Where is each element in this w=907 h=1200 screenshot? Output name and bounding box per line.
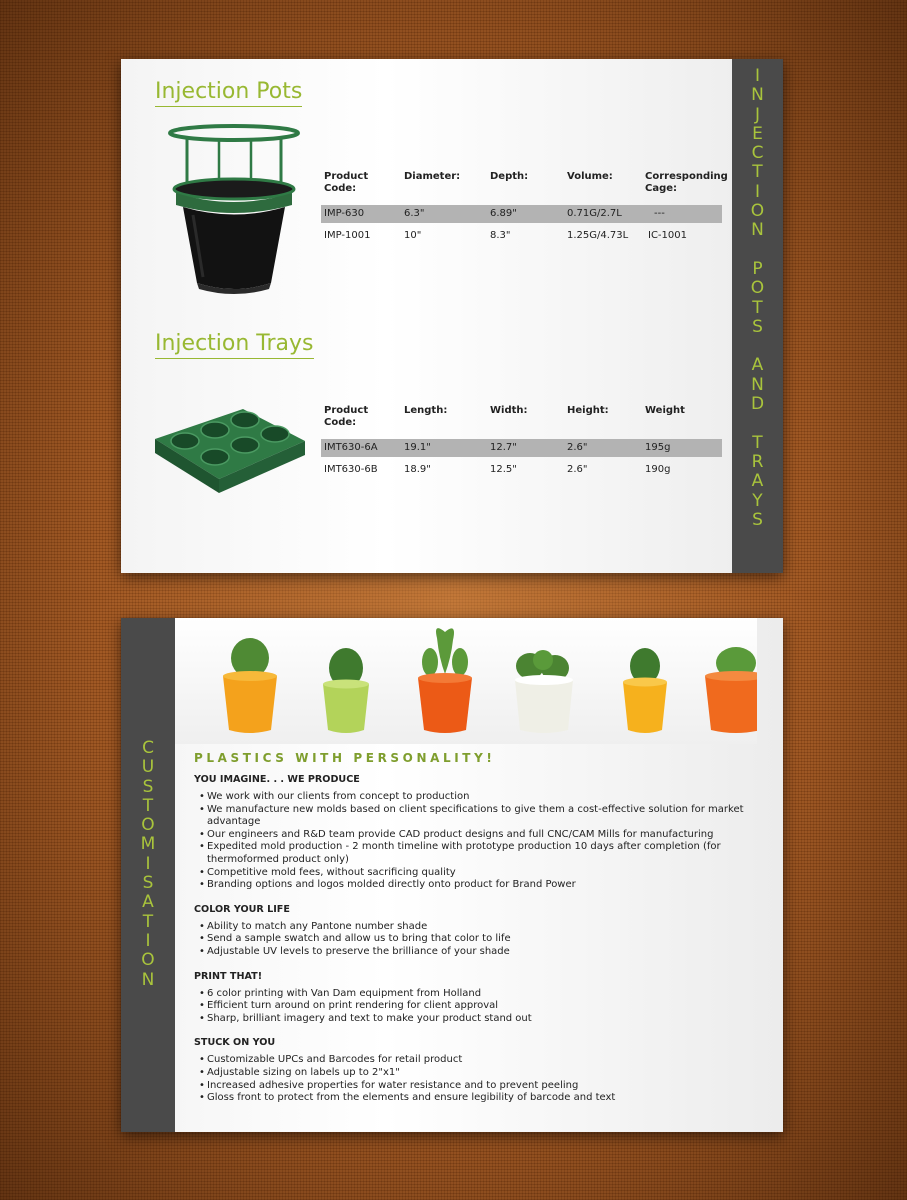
band-top-letter: N (751, 85, 764, 106)
list-item: • Customizable UPCs and Barcodes for retail product (194, 1054, 754, 1067)
list-item: • Expedited mold production - 2 month timeline with prototype production 10 days after completion (for thermoformed product only) (194, 841, 754, 866)
cell: 190g (645, 464, 671, 475)
cell: 2.6" (567, 464, 588, 475)
cactus-1 (223, 638, 277, 733)
band-bottom-letter: U (141, 757, 155, 778)
injection-trays-title: Injection Trays (155, 331, 314, 359)
pots-table (321, 171, 728, 245)
list-item: • Our engineers and R&D team provide CAD product designs and full CNC/CAM Mills for manufacturing (194, 829, 754, 842)
band-bottom-letter: T (142, 911, 154, 932)
band-top-letter: T (752, 432, 763, 453)
header-volume: Volume: (567, 171, 613, 182)
bullet-list (194, 791, 754, 892)
cactus-5 (623, 648, 667, 733)
cell: 18.9" (404, 464, 431, 475)
band-top-letter: A (751, 355, 764, 376)
table-row (321, 205, 722, 223)
cell: 8.3" (490, 230, 511, 241)
section-heading: YOU IMAGINE. . . WE PRODUCE (194, 774, 360, 785)
band-top-letter: D (750, 394, 765, 415)
list-item: • Increased adhesive properties for water resistance and to prevent peeling (194, 1080, 754, 1093)
band-top-letter: O (750, 201, 765, 222)
sections (194, 774, 754, 1105)
band-bottom-letter: I (145, 930, 151, 951)
header-width: Width: (490, 405, 528, 416)
cell: 1.25G/4.73L (567, 230, 629, 241)
table-row (321, 461, 722, 479)
injection-tray-image (145, 403, 313, 495)
list-item: • We work with our clients from concept to production (194, 791, 754, 804)
band-bottom-letter: C (142, 738, 154, 758)
trays-table-header (321, 405, 722, 435)
cell: --- (654, 208, 665, 219)
bullet-list (194, 1054, 754, 1104)
customisation-page (121, 618, 783, 1132)
trays-table (321, 405, 722, 479)
injection-pot-image (163, 123, 305, 299)
band-top-letter: T (752, 162, 763, 183)
header-depth: Depth: (490, 171, 529, 182)
header-diameter: Diameter: (404, 171, 461, 182)
list-item: • 6 color printing with Van Dam equipment from Holland (194, 988, 754, 1001)
band-top-letter: S (752, 509, 763, 530)
band-bottom-letter: O (141, 950, 155, 971)
band-top-letter: Y (752, 490, 763, 511)
cactus-6 (705, 647, 757, 733)
list-item: • Adjustable UV levels to preserve the brilliance of your shade (194, 946, 754, 959)
table-row (321, 227, 722, 245)
cacti-image (175, 618, 757, 744)
list-item: • Gloss front to protect from the elements and ensure legibility of barcode and text (194, 1092, 754, 1105)
band-bottom-letter: T (142, 795, 154, 816)
cacti-photo-strip (175, 618, 757, 744)
list-item: • Adjustable sizing on labels up to 2"x1" (194, 1067, 754, 1080)
section-heading: PRINT THAT! (194, 970, 263, 982)
list-item: • Sharp, brilliant imagery and text to make your product stand out (194, 1013, 754, 1026)
band-bottom-letter: A (142, 892, 154, 913)
band-top-letter: T (752, 297, 763, 318)
section-heading: STUCK ON YOU (194, 1037, 276, 1049)
cell: IMP-630 (324, 208, 365, 219)
bullet-list (194, 988, 754, 1026)
cell: IMT630-6A (324, 442, 378, 453)
cell: IMT630-6B (324, 464, 378, 475)
band-top-letter (732, 414, 783, 433)
band-bottom-letter: O (141, 815, 155, 836)
header-product-code: Product Code: (324, 405, 369, 428)
list-item: • Branding options and logos molded directly onto product for Brand Power (194, 879, 754, 892)
band-top-letter (732, 241, 783, 260)
band-top-letter: N (751, 220, 764, 241)
list-item: • Send a sample swatch and allow us to bring that color to life (194, 933, 754, 946)
cell: 12.7" (490, 442, 517, 453)
band-bottom-letter: I (145, 853, 151, 874)
list-item: • Efficient turn around on print rendering for client approval (194, 1000, 754, 1013)
customisation-body (194, 751, 754, 1117)
pots-table-header (321, 171, 728, 201)
cell: 6.3" (404, 208, 425, 219)
header-weight: Weight (645, 405, 685, 416)
band-top-letter: I (754, 181, 760, 202)
cell: 10" (404, 230, 422, 241)
cell: 6.89" (490, 208, 517, 219)
cell: 0.71G/2.7L (567, 208, 622, 219)
band-bottom-letter: N (141, 969, 155, 990)
band-top-letter: R (751, 451, 764, 472)
tagline: PLASTICS WITH PERSONALITY! (194, 751, 496, 765)
band-top-letter: S (752, 316, 763, 337)
band-top-letter: N (751, 374, 764, 395)
list-item: • We manufacture new molds based on client specifications to give them a cost-effective solution for market advantage (194, 804, 754, 829)
band-top-letter: I (754, 66, 760, 86)
cell: IMP-1001 (324, 230, 371, 241)
section-heading: COLOR YOUR LIFE (194, 903, 290, 915)
band-top-letter: C (751, 143, 764, 164)
side-band-injection-pots-and-trays (732, 59, 783, 573)
cell: 195g (645, 442, 671, 453)
header-corresponding-cage: Corresponding Cage: (645, 171, 728, 194)
table-row (321, 439, 722, 457)
band-bottom-letter: M (140, 834, 156, 855)
cell: 12.5" (490, 464, 517, 475)
cell: 19.1" (404, 442, 431, 453)
cactus-3 (418, 628, 472, 733)
header-length: Length: (404, 405, 448, 416)
header-height: Height: (567, 405, 609, 416)
band-top-letter: P (752, 258, 763, 279)
cactus-2 (323, 648, 369, 733)
injection-pots-title: Injection Pots (155, 79, 302, 107)
cactus-4 (515, 650, 573, 733)
side-band-customisation (121, 618, 175, 1132)
injection-pots-trays-page (121, 59, 783, 573)
bullet-list (194, 921, 754, 959)
band-top-letter: E (752, 123, 763, 144)
header-product-code: Product Code: (324, 171, 369, 194)
band-top-letter: J (754, 104, 760, 125)
cell: 2.6" (567, 442, 588, 453)
band-top-letter: O (750, 278, 765, 299)
cell: IC-1001 (648, 230, 687, 241)
band-top-letter: A (751, 471, 764, 492)
band-bottom-letter: S (142, 873, 154, 894)
band-bottom-letter: S (142, 776, 154, 797)
list-item: • Ability to match any Pantone number shade (194, 921, 754, 934)
list-item: • Competitive mold fees, without sacrificing quality (194, 867, 754, 880)
band-top-letter (732, 337, 783, 356)
